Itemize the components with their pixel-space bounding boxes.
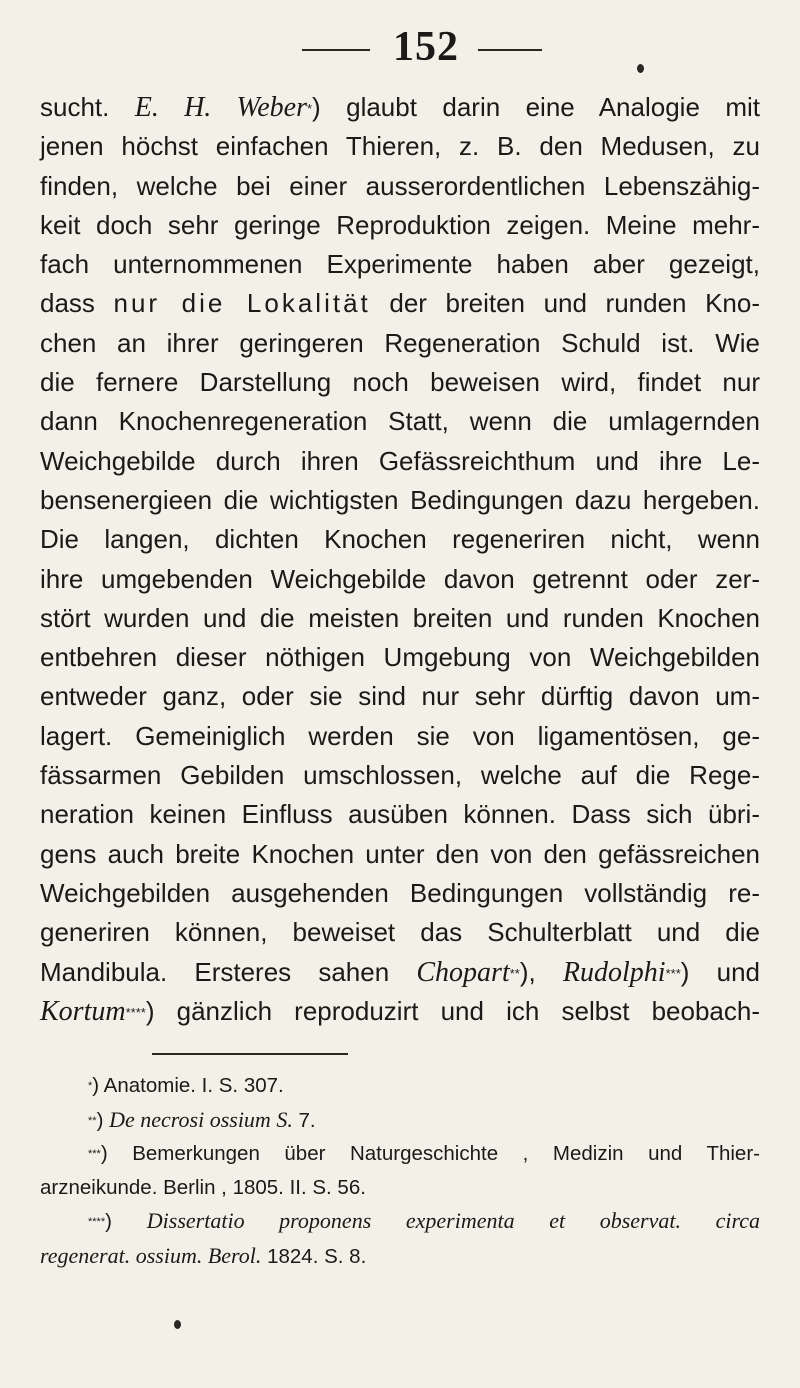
text-line: gens auch breite Knochen unter den von den gefässreichen xyxy=(40,838,760,869)
text-line: neration keinen Einfluss ausüben können. Dass sich übri- xyxy=(40,799,760,830)
footnote-4-continued: regenerat. ossium. Berol. 1824. S. 8. xyxy=(40,1242,367,1268)
text-line: finden, welche bei einer ausserordentlichen Lebenszähig- xyxy=(40,170,760,201)
text-line: chen an ihrer geringeren Regeneration Schuld ist. Wie xyxy=(40,327,760,358)
text-line: dann Knochenregeneration Statt, wenn die umlagernden xyxy=(40,406,760,437)
text-line: entweder ganz, oder sie sind nur sehr dürftig davon um- xyxy=(40,681,760,712)
text-line: Mandibula. Ersteres sahen Chopart**), Rudolphi***) und xyxy=(40,956,760,988)
page-number: 152 xyxy=(393,24,459,70)
page-header xyxy=(0,22,800,72)
header-rule-right xyxy=(478,49,542,51)
text-line: jenen höchst einfachen Thieren, z. B. den Medusen, zu xyxy=(40,131,760,162)
spaced-emphasis: nur die Lokalität xyxy=(113,288,371,319)
text-line: dass nur die Lokalität der breiten und runden Kno- xyxy=(40,288,761,319)
footnote-3: ***) Bemerkungen über Naturgeschichte , Medizin und Thier- xyxy=(88,1142,760,1165)
text-line: fach unternommenen Experimente haben aber gezeigt, xyxy=(40,249,760,280)
text-line: die fernere Darstellung noch beweisen wird, findet nur xyxy=(40,367,760,398)
text-line: keit doch sehr geringe Reproduktion zeigen. Meine mehr- xyxy=(40,209,760,240)
text-line: fässarmen Gebilden umschlossen, welche auf die Rege- xyxy=(40,760,760,791)
text-line: Weichgebilde durch ihren Gefässreichthum und ihre Le- xyxy=(40,445,760,476)
body-text xyxy=(40,88,760,1031)
text-line: lagert. Gemeiniglich werden sie von ligamentösen, ge- xyxy=(40,720,760,751)
footnote-4: ****) Dissertatio proponens experimenta et observat. circa xyxy=(88,1208,760,1233)
text-line: Kortum****) gänzlich reproduzirt und ich selbst beobach- xyxy=(40,995,760,1027)
text-line: bensenergieen die wichtigsten Bedingungen dazu hergeben. xyxy=(40,484,760,515)
text-line: entbehren dieser nöthigen Umgebung von Weichgebilden xyxy=(40,642,760,673)
text-line: sucht. E. H. Weber*) glaubt darin eine Analogie mit xyxy=(40,92,760,123)
footnote-1: *) Anatomie. I. S. 307. xyxy=(88,1074,284,1097)
footnote-divider xyxy=(152,1053,348,1055)
text-line: generiren können, beweiset das Schulterblatt und die xyxy=(40,917,760,948)
footnote-2: **) De necrosi ossium S. 7. xyxy=(88,1106,316,1132)
text-line: Die langen, dichten Knochen regeneriren nicht, wenn xyxy=(40,524,760,555)
footnotes xyxy=(40,1069,760,1273)
ink-speck xyxy=(637,64,644,73)
header-rule-left xyxy=(302,49,370,51)
text-line: stört wurden und die meisten breiten und runden Knochen xyxy=(40,602,760,633)
footnote-3-continued: arzneikunde. Berlin , 1805. II. S. 56. xyxy=(40,1175,366,1199)
text-line: Weichgebilden ausgehenden Bedingungen vollständig re- xyxy=(40,877,760,908)
ink-speck xyxy=(174,1320,181,1329)
text-line: ihre umgebenden Weichgebilde davon getrennt oder zer- xyxy=(40,563,760,594)
